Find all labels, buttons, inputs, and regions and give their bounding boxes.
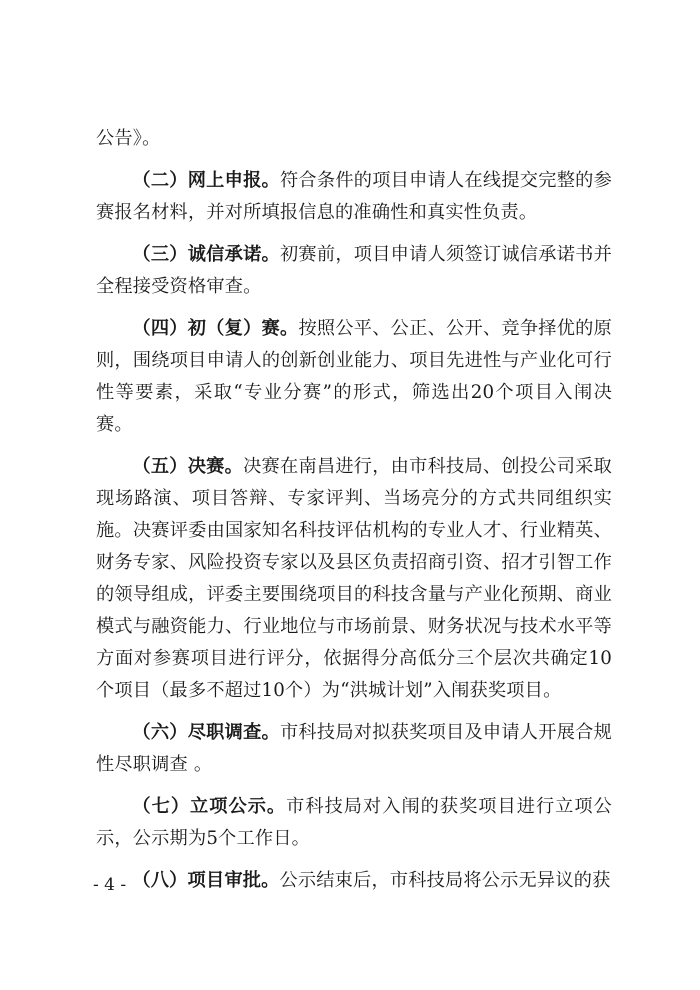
section-heading: （二）网上申报。 xyxy=(132,170,280,191)
page-number: - 4 - xyxy=(93,875,127,895)
paragraph-project-approval xyxy=(96,865,612,897)
paragraph-integrity-commitment xyxy=(96,239,612,303)
document-body xyxy=(96,123,612,907)
paragraph-final-round xyxy=(96,451,612,707)
paragraph-text: 市科技局对入闱的获奖项目进行立项公示，公示期为5个工作日。 xyxy=(96,796,612,849)
section-heading: （四）初（复）赛。 xyxy=(132,318,299,339)
paragraph-text: 公示结束后，市科技局将公示无异议的获 xyxy=(279,870,611,891)
paragraph-continuation xyxy=(96,123,612,155)
paragraph-text: 按照公平、公正、公开、竞争择优的原则，围绕项目申请人的创新创业能力、项目先进性与产业化可行性等要素，采取“专业分赛”的形式，筛选出20个项目入闱决赛。 xyxy=(96,318,612,435)
paragraph-public-notice xyxy=(96,791,612,855)
section-heading: （五）决赛。 xyxy=(132,456,244,477)
section-heading: （三）诚信承诺。 xyxy=(132,244,280,265)
paragraph-text: 决赛在南昌进行，由市科技局、创投公司采取现场路演、项目答辩、专家评判、当场亮分的方式共同组织实施。决赛评委由国家知名科技评估机构的专业人才、行业精英、财务专家、风险投资专家以及县区负责招商引资、招才引智工作的领导组成，评委主要围绕项目的科技含量与产业化预期、商业模式与融资能力、行业地位与市场前景、财务状况与技术水平等方面对参赛项目进行评分，依据得分高低分三个层次共确定10个项目（最多不超过10个）为“洪城计划”入闱获奖项目。 xyxy=(96,456,612,701)
paragraph-preliminary-round xyxy=(96,313,612,441)
paragraph-text: 公告》。 xyxy=(96,128,161,149)
paragraph-text: 初赛前，项目申请人须签订诚信承诺书并全程接受资格审查。 xyxy=(96,244,612,297)
paragraph-due-diligence xyxy=(96,717,612,781)
paragraph-text: 符合条件的项目申请人在线提交完整的参赛报名材料，并对所填报信息的准确性和真实性负责。 xyxy=(96,170,612,223)
section-heading: （七）立项公示。 xyxy=(132,796,287,817)
paragraph-text: 市科技局对拟获奖项目及申请人开展合规性尽职调查 。 xyxy=(96,722,612,775)
section-heading: （六）尽职调查。 xyxy=(132,722,280,743)
paragraph-online-application xyxy=(96,165,612,229)
section-heading: （八）项目审批。 xyxy=(132,870,280,891)
